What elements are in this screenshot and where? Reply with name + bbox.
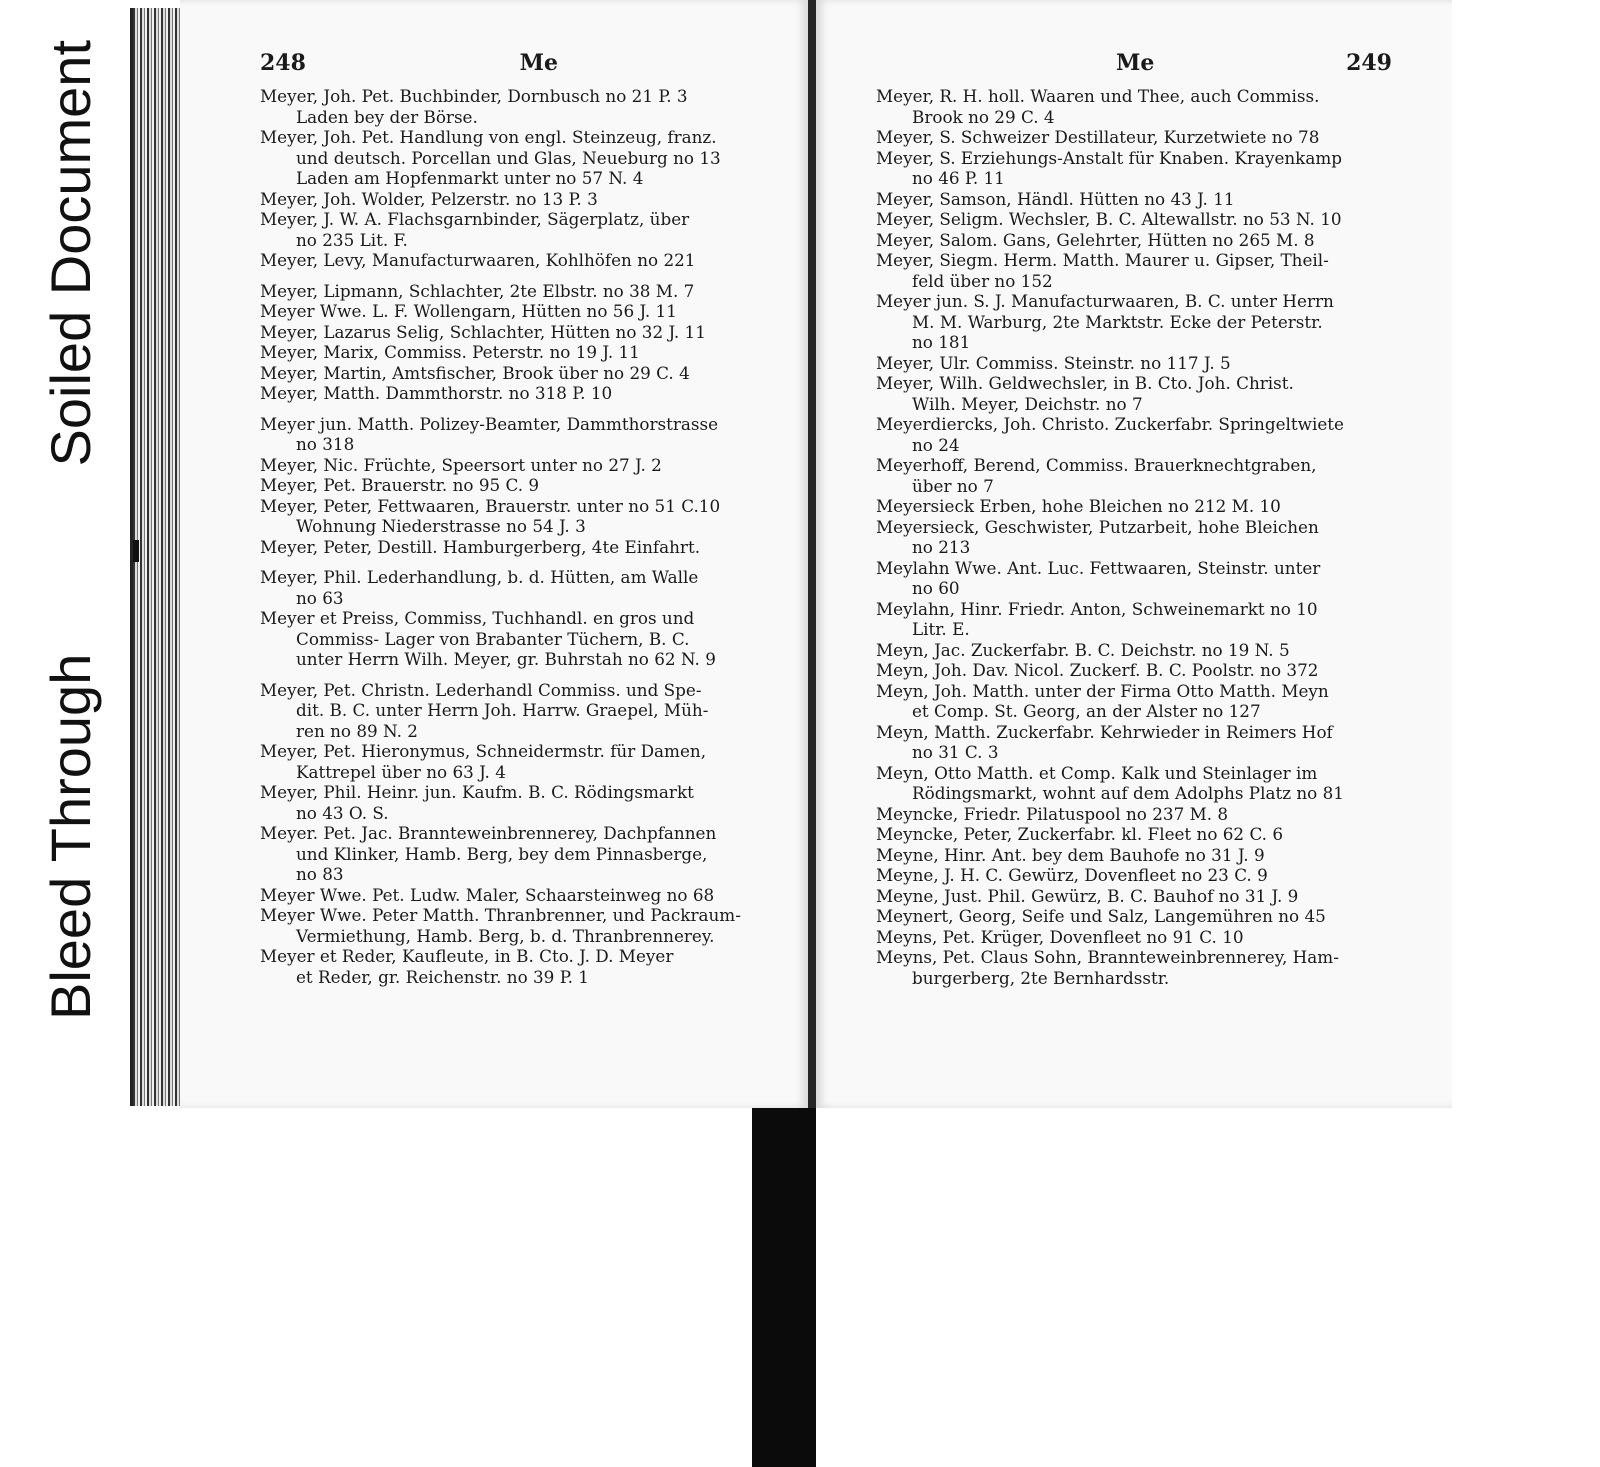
- directory-entry: [876, 927, 1392, 948]
- directory-entry: [260, 414, 778, 455]
- entry-line: Meyer, Seligm. Wechsler, B. C. Altewallstr. no 53 N. 10: [876, 209, 1342, 229]
- right-page: [816, 0, 1452, 1108]
- entry-line: Meyerhoff, Berend, Commiss. Brauerknechtgraben,: [876, 455, 1317, 475]
- left-page: [180, 0, 808, 1108]
- entry-line: Meylahn Wwe. Ant. Luc. Fettwaaren, Steinstr. unter: [876, 557, 1321, 578]
- directory-entry: [260, 782, 778, 823]
- directory-entry: [260, 946, 778, 987]
- directory-entry: [260, 823, 778, 885]
- directory-entry: [876, 865, 1392, 886]
- entry-line: Meyer Wwe. Peter Matth. Thranbrenner, und Packraum-: [260, 905, 741, 925]
- entry-continuation-line: Rödingsmarkt, wohnt auf dem Adolphs Platz no 81: [912, 783, 1344, 803]
- edge-notch: [133, 540, 139, 562]
- directory-entry: [260, 608, 778, 670]
- entry-continuation-line: burgerberg, 2te Bernhardsstr.: [912, 967, 1170, 988]
- directory-entry: [260, 322, 778, 343]
- entry-line: Meyer, Phil. Lederhandlung, b. d. Hütten, am Walle: [260, 567, 699, 587]
- entry-line: Meyer, Levy, Manufacturwaaren, Kohlhöfen no 221: [260, 250, 696, 270]
- entry-continuation-line: Wilh. Meyer, Deichstr. no 7: [912, 393, 1143, 414]
- entry-continuation-line: M. M. Warburg, 2te Marktstr. Ecke der Peterstr.: [912, 311, 1323, 332]
- entry-continuation-line: et Comp. St. Georg, an der Alster no 127: [912, 701, 1261, 721]
- entry-line: Meyer jun. Matth. Polizey-Beamter, Dammthorstrasse: [260, 413, 719, 434]
- directory-entry: [876, 947, 1392, 988]
- directory-entry: [260, 342, 778, 363]
- entry-continuation-line: unter Herrn Wilh. Meyer, gr. Buhrstah no 62 N. 9: [296, 649, 716, 669]
- entry-line: Meylahn, Hinr. Friedr. Anton, Schweinemarkt no 10: [876, 598, 1318, 619]
- entry-line: Meyer Wwe. Pet. Ludw. Maler, Schaarsteinweg no 68: [260, 884, 715, 905]
- entry-continuation-line: et Reder, gr. Reichenstr. no 39 P. 1: [296, 966, 589, 987]
- entry-line: Meyn, Matth. Zuckerfabr. Kehrwieder in Reimers Hof: [876, 721, 1333, 742]
- entry-line: Meyer, R. H. holl. Waaren und Thee, auch Commiss.: [876, 86, 1320, 106]
- entry-continuation-line: no 31 C. 3: [912, 742, 999, 762]
- entry-continuation-line: no 235 Lit. F.: [296, 229, 408, 250]
- entry-line: Meyersieck Erben, hohe Bleichen no 212 M. 10: [876, 496, 1281, 516]
- directory-entry: [260, 537, 778, 558]
- entry-line: Meyne, Just. Phil. Gewürz, B. C. Bauhof no 31 J. 9: [876, 885, 1299, 906]
- entry-line: Meyne, J. H. C. Gewürz, Dovenfleet no 23 C. 9: [876, 865, 1268, 885]
- directory-entry: [876, 250, 1392, 291]
- entry-line: Meyer, J. W. A. Flachsgarnbinder, Sägerplatz, über: [260, 209, 690, 229]
- directory-entry: [876, 845, 1392, 866]
- entry-line: Meyn, Jac. Zuckerfabr. B. C. Deichstr. no 19 N. 5: [876, 639, 1290, 660]
- entry-continuation-line: no 213: [912, 537, 971, 557]
- entry-line: Meyer, Samson, Händl. Hütten no 43 J. 11: [876, 188, 1235, 209]
- entry-continuation-line: Commiss- Lager von Brabanter Tüchern, B. C.: [296, 628, 690, 649]
- entry-line: Meynert, Georg, Seife und Salz, Langemühren no 45: [876, 906, 1326, 926]
- entry-continuation-line: Vermiethung, Hamb. Berg, b. d. Thranbrennerey.: [296, 925, 715, 946]
- entry-line: Meyer, Pet. Brauerstr. no 95 C. 9: [260, 475, 540, 495]
- entry-line: Meyerdiercks, Joh. Christo. Zuckerfabr. Springeltwiete: [876, 414, 1344, 434]
- directory-entry: [260, 455, 778, 476]
- directory-entry: [876, 558, 1392, 599]
- entry-line: Meyns, Pet. Claus Sohn, Brannteweinbrennerey, Ham-: [876, 947, 1339, 967]
- directory-entry: [260, 301, 778, 322]
- directory-entry: [876, 886, 1392, 907]
- entry-line: Meyer, Wilh. Geldwechsler, in B. Cto. Joh. Christ.: [876, 373, 1294, 393]
- entry-line: Meyer, Lazarus Selig, Schlachter, Hütten no 32 J. 11: [260, 321, 706, 342]
- entry-continuation-line: no 60: [912, 578, 960, 598]
- right-entry-list: [876, 86, 1392, 988]
- directory-entry: [260, 496, 778, 537]
- directory-entry: [876, 230, 1392, 251]
- directory-entry: [260, 281, 778, 302]
- directory-entry: [260, 905, 778, 946]
- entry-line: Meyncke, Friedr. Pilatuspool no 237 M. 8: [876, 803, 1229, 824]
- right-page-number: 249: [1346, 50, 1392, 76]
- entry-continuation-line: Wohnung Niederstrasse no 54 J. 3: [296, 516, 586, 536]
- entry-line: Meyer, Salom. Gans, Gelehrter, Hütten no 265 M. 8: [876, 229, 1315, 250]
- left-entry-list: [260, 86, 778, 987]
- entry-line: Meyn, Otto Matth. et Comp. Kalk und Steinlager im: [876, 762, 1318, 783]
- left-page-header: [260, 50, 778, 86]
- right-page-header: [876, 50, 1392, 86]
- directory-entry: [260, 475, 778, 496]
- entry-line: Meyer, Marix, Commiss. Peterstr. no 19 J. 11: [260, 342, 640, 362]
- directory-entry: [876, 291, 1392, 353]
- directory-entry: [260, 86, 778, 127]
- entry-line: Meyer, Phil. Heinr. jun. Kaufm. B. C. Rödingsmarkt: [260, 782, 694, 802]
- entry-line: Meyer, Nic. Früchte, Speersort unter no 27 J. 2: [260, 454, 662, 475]
- entry-line: Meyer, Joh. Pet. Buchbinder, Dornbusch no 21 P. 3: [260, 86, 688, 106]
- entry-line: Meyer, Ulr. Commiss. Steinstr. no 117 J. 5: [876, 352, 1231, 373]
- directory-entry: [876, 599, 1392, 640]
- entry-continuation-line: no 63: [296, 587, 344, 608]
- directory-entry: [876, 722, 1392, 763]
- entry-line: Meyer, Pet. Christn. Lederhandl Commiss. und Spe-: [260, 679, 702, 700]
- directory-entry: [876, 681, 1392, 722]
- directory-entry: [876, 804, 1392, 825]
- entry-continuation-line: no 83: [296, 864, 344, 884]
- directory-entry: [260, 885, 778, 906]
- directory-entry: [876, 455, 1392, 496]
- entry-continuation-line: Laden bey der Börse.: [296, 106, 478, 127]
- entry-line: Meyer, Peter, Destill. Hamburgerberg, 4te Einfahrt.: [260, 536, 701, 557]
- directory-entry: [876, 148, 1392, 189]
- entry-continuation-line: Kattrepel über no 63 J. 4: [296, 761, 506, 782]
- directory-entry: [876, 353, 1392, 374]
- directory-entry: [876, 640, 1392, 661]
- entry-line: Meyer, Lipmann, Schlachter, 2te Elbstr. no 38 M. 7: [260, 280, 695, 301]
- entry-continuation-line: no 46 P. 11: [912, 168, 1005, 188]
- entry-continuation-line: und deutsch. Porcellan und Glas, Neueburg no 13: [296, 147, 721, 168]
- entry-line: Meyer, S. Schweizer Destillateur, Kurzetwiete no 78: [876, 127, 1320, 147]
- entry-line: Meyer, Joh. Pet. Handlung von engl. Steinzeug, franz.: [260, 127, 717, 147]
- bookmark-ribbon: [752, 1108, 816, 1467]
- entry-line: Meyersieck, Geschwister, Putzarbeit, hohe Bleichen: [876, 516, 1319, 537]
- entry-line: Meyer et Preiss, Commiss, Tuchhandl. en gros und: [260, 608, 695, 628]
- entry-line: Meyer. Pet. Jac. Brannteweinbrennerey, Dachpfannen: [260, 823, 717, 843]
- entry-line: Meyer, Martin, Amtsfischer, Brook über no 29 C. 4: [260, 362, 690, 383]
- entry-continuation-line: no 181: [912, 332, 971, 352]
- directory-entry: [260, 363, 778, 384]
- entry-line: Meyer, Siegm. Herm. Matth. Maurer u. Gipser, Theil-: [876, 250, 1329, 270]
- side-label-soiled-document: Soiled Document: [38, 40, 102, 467]
- directory-entry: [260, 209, 778, 250]
- entry-continuation-line: und Klinker, Hamb. Berg, bey dem Pinnasberge,: [296, 843, 708, 864]
- directory-entry: [876, 906, 1392, 927]
- entry-continuation-line: über no 7: [912, 475, 994, 496]
- entry-line: Meyns, Pet. Krüger, Dovenfleet no 91 C. 10: [876, 926, 1244, 947]
- entry-line: Meyn, Joh. Dav. Nicol. Zuckerf. B. C. Poolstr. no 372: [876, 660, 1319, 680]
- entry-continuation-line: no 24: [912, 434, 960, 455]
- directory-entry: [260, 127, 778, 189]
- entry-line: Meyn, Joh. Matth. unter der Firma Otto Matth. Meyn: [876, 680, 1329, 701]
- directory-entry: [260, 250, 778, 271]
- entry-line: Meyer, Pet. Hieronymus, Schneidermstr. für Damen,: [260, 741, 707, 761]
- entry-continuation-line: feld über no 152: [912, 270, 1053, 291]
- left-page-header-letters: Me: [519, 50, 558, 76]
- entry-continuation-line: dit. B. C. unter Herrn Joh. Harrw. Graepel, Müh-: [296, 700, 709, 720]
- directory-entry: [876, 189, 1392, 210]
- left-page-number: 248: [260, 50, 306, 76]
- directory-entry: [876, 86, 1392, 127]
- directory-entry: [260, 741, 778, 782]
- directory-entry: [876, 763, 1392, 804]
- entry-continuation-line: Laden am Hopfenmarkt unter no 57 N. 4: [296, 168, 644, 188]
- directory-entry: [260, 189, 778, 210]
- entry-continuation-line: no 43 O. S.: [296, 802, 389, 823]
- directory-entry: [876, 517, 1392, 558]
- directory-entry: [260, 567, 778, 608]
- directory-entry: [876, 824, 1392, 845]
- entry-line: Meyer jun. S. J. Manufacturwaaren, B. C. unter Herrn: [876, 291, 1334, 311]
- entry-line: Meyer, Matth. Dammthorstr. no 318 P. 10: [260, 383, 613, 403]
- directory-entry: [260, 383, 778, 404]
- entry-line: Meyncke, Peter, Zuckerfabr. kl. Fleet no 62 C. 6: [876, 824, 1284, 844]
- book-gutter: [808, 0, 816, 1108]
- directory-entry: [876, 496, 1392, 517]
- directory-entry: [876, 127, 1392, 148]
- entry-line: Meyer Wwe. L. F. Wollengarn, Hütten no 56 J. 11: [260, 301, 677, 321]
- entry-continuation-line: no 318: [296, 434, 355, 454]
- directory-entry: [876, 209, 1392, 230]
- right-page-header-letters: Me: [1116, 50, 1155, 76]
- entry-line: Meyer, S. Erziehungs-Anstalt für Knaben. Krayenkamp: [876, 147, 1343, 168]
- side-label-bleed-through: Bleed Through: [38, 653, 102, 1020]
- entry-line: Meyer, Joh. Wolder, Pelzerstr. no 13 P. 3: [260, 188, 598, 209]
- entry-continuation-line: Litr. E.: [912, 619, 970, 639]
- directory-entry: [876, 660, 1392, 681]
- entry-line: Meyer, Peter, Fettwaaren, Brauerstr. unter no 51 C.10: [260, 495, 721, 516]
- directory-entry: [876, 373, 1392, 414]
- entry-continuation-line: Brook no 29 C. 4: [912, 106, 1055, 127]
- directory-entry: [876, 414, 1392, 455]
- directory-entry: [260, 680, 778, 742]
- entry-line: Meyne, Hinr. Ant. bey dem Bauhofe no 31 J. 9: [876, 844, 1265, 865]
- entry-line: Meyer et Reder, Kaufleute, in B. Cto. J. D. Meyer: [260, 946, 674, 966]
- entry-continuation-line: ren no 89 N. 2: [296, 720, 418, 741]
- side-label: [40, 40, 100, 1020]
